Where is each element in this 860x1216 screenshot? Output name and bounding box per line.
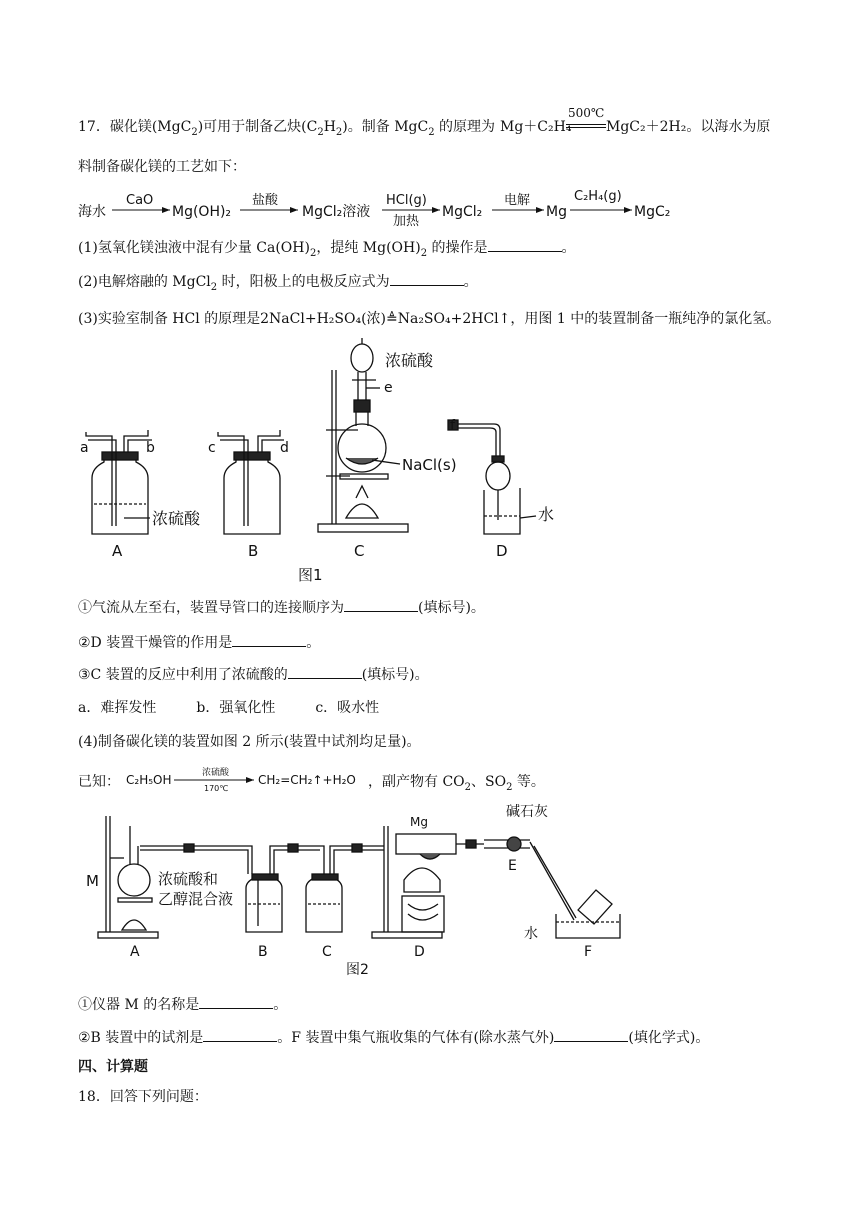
label-d: D <box>496 542 508 560</box>
option-b: b．强氧化性 <box>196 700 276 716</box>
bottle-c-fig2 <box>306 846 384 932</box>
label-c-fig2: C <box>322 944 332 960</box>
flow-mg: Mg <box>546 204 567 220</box>
label-mixture-2: 乙醇混合液 <box>158 890 234 908</box>
label-water-f: 水 <box>524 926 538 942</box>
label-b-fig2: B <box>258 944 268 960</box>
label-a: A <box>112 542 123 560</box>
q17-sub2: ②D 装置干燥管的作用是 。 <box>78 632 320 653</box>
q17-part2: (2)电解熔融的 MgCl$_2$ 时，阳极上的电极反应式为 。 <box>78 271 478 298</box>
q17-number: 17． <box>78 119 110 135</box>
bottle-b-fig2 <box>246 846 324 932</box>
flow-mgoh2: Mg(OH)₂ <box>172 204 232 220</box>
svg-text:170℃: 170℃ <box>204 784 229 793</box>
svg-text:C₂H₅OH: C₂H₅OH <box>126 773 172 787</box>
port-f: f <box>450 418 455 434</box>
flow-mgcl2-solution: MgCl₂溶液 <box>302 204 371 220</box>
hcl-prep-equation: 2NaCl+H₂SO₄(浓)≜Na₂SO₄+2HCl↑ <box>260 311 511 327</box>
label-a-fig2: A <box>130 944 140 960</box>
label-e: E <box>508 858 517 874</box>
q17-4-sub1: ①仪器 M 的名称是 。 <box>78 994 287 1015</box>
label-conc-acid-c: 浓硫酸 <box>385 351 434 370</box>
option-a: a．难挥发性 <box>78 700 157 716</box>
port-a: a <box>80 440 89 456</box>
figure-1-caption: 图1 <box>298 566 323 584</box>
option-c: c．吸水性 <box>315 700 380 716</box>
apparatus-e-fig2 <box>484 837 576 920</box>
q17-intro-line2: 料制备碳化镁的工艺如下： <box>78 159 246 175</box>
q17-4-sub2: ②B 装置中的试剂是 。F 装置中集气瓶收集的气体有(除水蒸气外) (填化学式)。 <box>78 1027 709 1048</box>
flow-cao: CaO <box>126 193 154 208</box>
port-b: b <box>146 440 155 456</box>
label-b: B <box>248 542 259 560</box>
reaction-condition: 500℃ <box>568 106 605 120</box>
q17-part1: (1)氢氧化镁浊液中混有少量 $Ca(OH)_2$，提纯 $Mg(OH)_2$ 的操作是 。 <box>78 237 576 264</box>
label-f-fig2: F <box>584 944 593 960</box>
flow-hcl-acid: 盐酸 <box>252 193 279 208</box>
label-conc-acid-a: 浓硫酸 <box>152 509 201 528</box>
section-4-heading: 四、计算题 <box>78 1059 148 1075</box>
q17-intro-line1: 17．碳化镁(MgC$_2$)可用于制备乙炔$(C_2H_2)$。制备 MgC$_2$ 的原理为 <box>78 119 496 138</box>
flow-hcl-gas: HCl(g) <box>386 193 427 208</box>
flow-mgcl2: MgCl₂ <box>442 204 483 220</box>
answer-blank-8[interactable] <box>554 1027 628 1042</box>
port-e: e <box>384 380 393 396</box>
label-mixture-1: 浓硫酸和 <box>158 870 219 888</box>
q17-sub1: ①气流从左至右，装置导管口的连接顺序为 (填标号)。 <box>78 597 485 618</box>
answer-blank-6[interactable] <box>199 994 273 1009</box>
label-nacl: NaCl(s) <box>402 456 457 474</box>
label-water-d: 水 <box>538 505 555 524</box>
flow-electrolysis: 电解 <box>504 193 531 208</box>
flow-mgc2: MgC₂ <box>634 204 671 220</box>
label-c: C <box>354 542 365 560</box>
label-m: M <box>86 872 99 890</box>
port-c: c <box>208 440 216 456</box>
known-line: 已知： <box>78 774 120 790</box>
known-byproducts: ，副产物有 $CO_2$、$SO_2$ 等。 <box>368 774 545 793</box>
svg-text:CH₂=CH₂↑+H₂O: CH₂=CH₂↑+H₂O <box>258 773 356 787</box>
reaction-rhs: MgC₂＋2H₂。以海水为原 <box>606 119 771 135</box>
label-soda-lime: 碱石灰 <box>506 804 548 820</box>
label-d-fig2: D <box>414 944 425 960</box>
svg-text:浓硫酸: 浓硫酸 <box>202 768 230 778</box>
q17-part4: (4)制备碳化镁的装置如图 2 所示(装置中试剂均足量)。 <box>78 734 421 750</box>
port-d: d <box>280 440 289 456</box>
trough-f-fig2 <box>556 890 620 938</box>
mgc2-reaction: Mg＋C₂H₄ <box>500 119 572 135</box>
q18-heading: 18．回答下列问题： <box>78 1089 208 1105</box>
flow-ethylene: C₂H₄(g) <box>574 189 622 204</box>
flow-heat: 加热 <box>393 214 420 229</box>
flow-seawater: 海水 <box>78 204 106 220</box>
figure-2-caption: 图2 <box>346 962 369 978</box>
answer-blank-7[interactable] <box>203 1027 277 1042</box>
label-mg: Mg <box>410 815 428 829</box>
q17-part3: (3)实验室制备 HCl 的原理是2NaCl+H₂SO₄(浓)≜Na₂SO₄+2HCl↑，用图 1 中的装置制备一瓶纯净的氯化氢。 <box>78 311 781 327</box>
q17-sub3: ③C 装置的反应中利用了浓硫酸的 (填标号)。 <box>78 664 429 685</box>
